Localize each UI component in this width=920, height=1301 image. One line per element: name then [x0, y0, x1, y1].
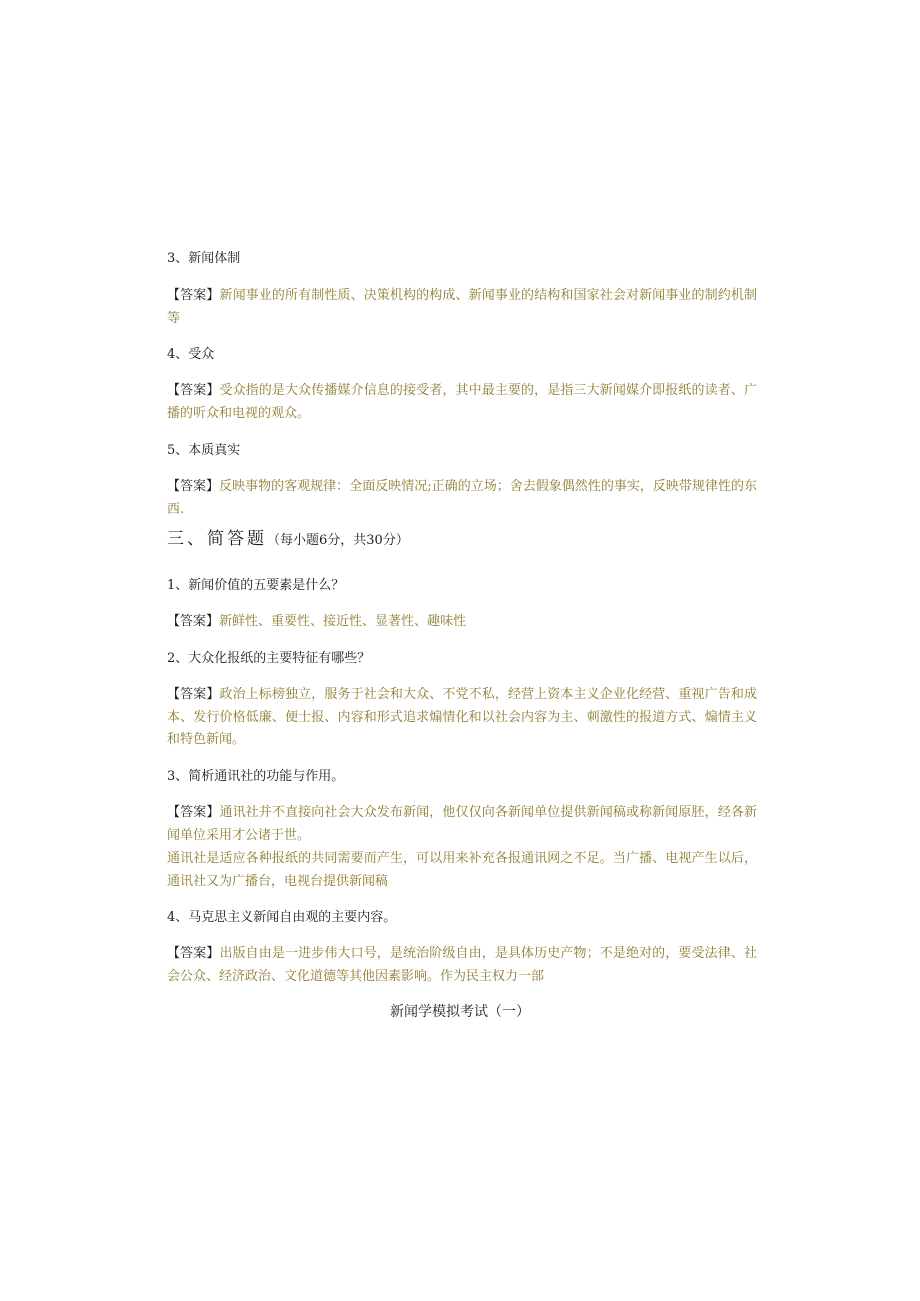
answer-tag: 【答案】: [167, 288, 220, 303]
question-title: 4、马克思主义新闻自由观的主要内容。: [167, 910, 397, 925]
answer-tag: 【答案】: [167, 805, 220, 820]
answer-block: [167, 802, 757, 847]
answer-block: [167, 684, 757, 752]
answer-block: [167, 285, 757, 330]
answer-text: 受众指的是大众传播媒介信息的接受者，其中最主要的，是指三大新闻媒介即报纸的读者、广播的听众和电视的观众。: [167, 383, 757, 421]
answer-text: 政治上标榜独立，服务于社会和大众、不党不私，经营上资本主义企业化经营、重视广告和成本、发行价格低廉、便士报、内容和形式追求煽情化和以社会内容为主、刺激性的报道方式、煽情主义和特色新闻。: [167, 687, 757, 747]
answer-text: 新鲜性、重要性、接近性、显著性、趣味性: [219, 614, 467, 629]
answer-continuation: 通讯社是适应各种报纸的共同需要而产生，可以用来补充各报通讯网之不足。当广播、电视产生以后，通讯社又为广播台，电视台提供新闻稿: [167, 851, 757, 889]
question-title: 3、新闻体制: [167, 251, 241, 266]
answer-block: [167, 380, 757, 425]
answer-block: [167, 943, 757, 988]
answer-block: [167, 476, 757, 521]
answer-tag: 【答案】: [167, 479, 220, 494]
answer-tag: 【答案】: [167, 614, 220, 629]
answer-text: 新闻事业的所有制性质、决策机构的构成、新闻事业的结构和国家社会对新闻事业的制约机制等: [167, 288, 757, 326]
answer-text: 反映事物的客观规律：全面反映情况;正确的立场；舍去假象偶然性的事实，反映带规律性的东西.: [167, 479, 757, 517]
answer-tag: 【答案】: [167, 946, 220, 961]
answer-tag: 【答案】: [167, 687, 220, 702]
page-footer: 新闻学模拟考试（一）: [390, 1004, 530, 1020]
answer-block: [167, 611, 757, 634]
section-heading: [167, 526, 409, 554]
answer-text: 通讯社并不直接向社会大众发布新闻，他仅仅向各新闻单位提供新闻稿或称新闻原胚，经各新闻单位采用才公诸于世。: [167, 805, 757, 843]
question-title: 2、大众化报纸的主要特征有哪些？: [167, 651, 371, 666]
section-note: （每小题6分，共30分）: [267, 533, 409, 548]
question-title: 3、简析通讯社的功能与作用。: [167, 769, 345, 784]
answer-tag: 【答案】: [167, 383, 220, 398]
answer-text: 出版自由是一进步伟大口号，是统治阶级自由，是具体历史产物；不是绝对的，要受法律、社会公众、经济政治、文化道德等其他因素影响。作为民主权力一部: [167, 946, 757, 984]
section-title: 三、简答题: [167, 529, 267, 549]
question-title: 4、受众: [167, 347, 215, 362]
question-title: 5、本质真实: [167, 443, 241, 458]
question-title: 1、新闻价值的五要素是什么？: [167, 578, 345, 593]
